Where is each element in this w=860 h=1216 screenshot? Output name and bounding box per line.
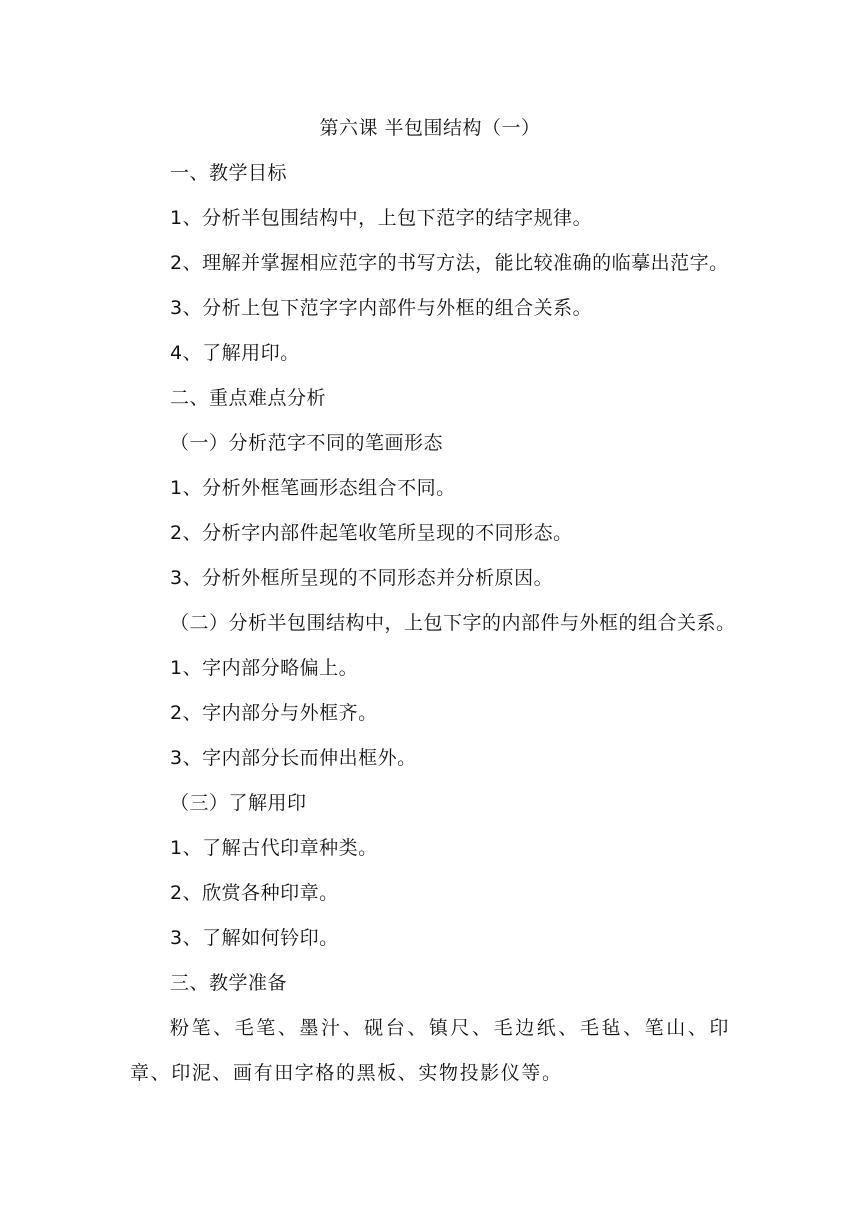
list-item: 3、分析上包下范字字内部件与外框的组合关系。	[170, 297, 593, 319]
subheading: （三）了解用印	[170, 792, 307, 814]
list-item: 4、了解用印。	[170, 342, 300, 364]
heading-teaching-goals: 一、教学目标	[170, 162, 288, 184]
list-item: 1、分析外框笔画形态组合不同。	[170, 477, 456, 499]
heading-preparation: 三、教学准备	[170, 972, 288, 994]
heading-key-points: 二、重点难点分析	[170, 387, 327, 409]
materials-paragraph: 粉笔、毛笔、墨汁、砚台、镇尺、毛边纸、毛毡、笔山、印章、印泥、画有田字格的黑板、实物投影仪等。	[130, 1017, 730, 1084]
list-item: 1、了解古代印章种类。	[170, 837, 378, 859]
subheading: （二）分析半包围结构中，上包下字的内部件与外框的组合关系。	[170, 612, 736, 634]
list-item: 1、分析半包围结构中，上包下范字的结字规律。	[170, 207, 593, 229]
list-item: 2、分析字内部件起笔收笔所呈现的不同形态。	[170, 522, 573, 544]
list-item: 2、字内部分与外框齐。	[170, 702, 378, 724]
list-item: 3、了解如何钤印。	[170, 927, 339, 949]
list-item: 2、欣赏各种印章。	[170, 882, 339, 904]
list-item: 3、字内部分长而伸出框外。	[170, 747, 417, 769]
list-item: 1、字内部分略偏上。	[170, 657, 359, 679]
list-item: 2、理解并掌握相应范字的书写方法，能比较准确的临摹出范字。	[170, 252, 729, 274]
page-title: 第六课 半包围结构（一）	[319, 117, 541, 139]
subheading: （一）分析范字不同的笔画形态	[170, 432, 444, 454]
list-item: 3、分析外框所呈现的不同形态并分析原因。	[170, 567, 554, 589]
